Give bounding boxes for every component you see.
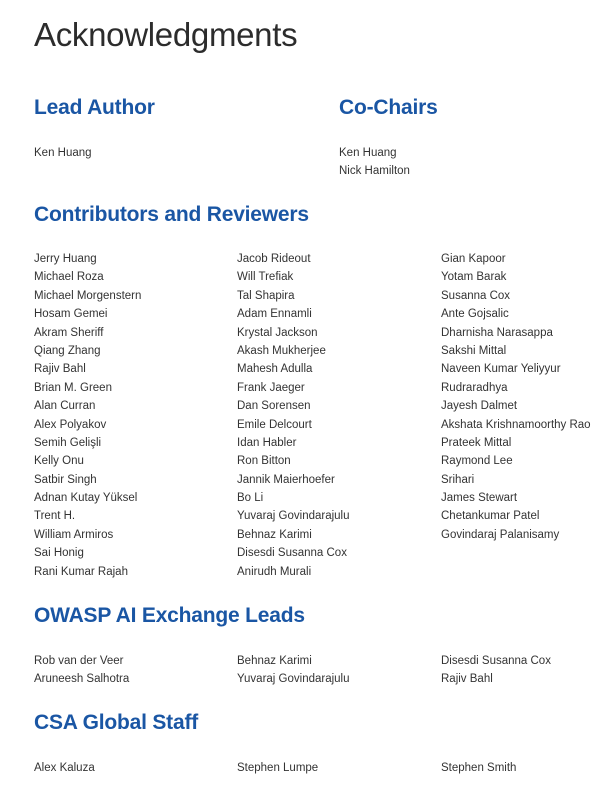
name-item: Jerry Huang xyxy=(34,253,97,265)
name-item: Tal Shapira xyxy=(237,289,295,302)
name-item: Qiang Zhang xyxy=(34,344,101,357)
name-item: Krystal Jackson xyxy=(237,326,318,339)
contributors-column-1 xyxy=(34,250,141,581)
name-item: Satbir Singh xyxy=(34,473,97,486)
name-item: Naveen Kumar Yeliyyur xyxy=(441,363,561,376)
name-item: James Stewart xyxy=(441,492,518,505)
name-item: Yotam Barak xyxy=(441,271,507,284)
name-item: William Armiros xyxy=(34,528,114,541)
co-chairs-list xyxy=(339,144,410,181)
name-item: Disesdi Susanna Cox xyxy=(237,547,347,560)
name-item: Dharnisha Narasappa xyxy=(441,326,553,339)
contributors-heading: Contributors and Reviewers xyxy=(34,203,309,226)
contributors-column-2 xyxy=(237,250,350,581)
name-item: Brian M. Green xyxy=(34,381,112,394)
name-item: Jannik Maierhoefer xyxy=(237,473,335,486)
lead-author-heading: Lead Author xyxy=(34,96,155,119)
name-item: Raymond Lee xyxy=(441,455,513,468)
name-item: Bo Li xyxy=(237,492,264,505)
name-item: Rajiv Bahl xyxy=(441,673,493,686)
name-item: Hosam Gemei xyxy=(34,308,108,321)
name-item: Sai Honig xyxy=(34,547,84,560)
name-item: Rani Kumar Rajah xyxy=(34,565,128,578)
name-item: Jayesh Dalmet xyxy=(441,400,518,413)
name-item: Rob van der Veer xyxy=(34,655,124,667)
name-item: Idan Habler xyxy=(237,436,297,449)
csa-staff-heading: CSA Global Staff xyxy=(34,711,199,734)
name-item: Akshata Krishnamoorthy Rao xyxy=(441,418,591,431)
name-item: Disesdi Susanna Cox xyxy=(441,655,551,667)
name-item: Gian Kapoor xyxy=(441,253,506,265)
owasp-column-2 xyxy=(237,652,350,689)
name-item: Alex Kaluza xyxy=(34,762,95,774)
name-item: Adnan Kutay Yüksel xyxy=(34,492,138,505)
name-item: Ken Huang xyxy=(34,147,92,159)
name-item: Stephen Smith xyxy=(441,762,517,774)
name-item: Semih Gelişli xyxy=(34,436,102,449)
csa-staff-column-1 xyxy=(34,759,95,777)
name-item: Jacob Rideout xyxy=(237,253,311,265)
name-item: Rajiv Bahl xyxy=(34,363,86,376)
owasp-heading: OWASP AI Exchange Leads xyxy=(34,604,305,627)
name-item: Anirudh Murali xyxy=(237,565,312,578)
name-item: Behnaz Karimi xyxy=(237,528,312,541)
name-item: Ron Bitton xyxy=(237,455,291,468)
name-item: Yuvaraj Govindarajulu xyxy=(237,673,350,686)
name-item: Stephen Lumpe xyxy=(237,762,319,774)
name-item: Adam Ennamli xyxy=(237,308,312,321)
name-item: Will Trefiak xyxy=(237,271,294,284)
name-item: Aruneesh Salhotra xyxy=(34,673,130,686)
name-item: Michael Roza xyxy=(34,271,104,284)
name-item: Srihari xyxy=(441,473,475,486)
name-item: Emile Delcourt xyxy=(237,418,312,431)
name-item: Mahesh Adulla xyxy=(237,363,313,376)
owasp-column-3 xyxy=(441,652,551,689)
co-chairs-heading: Co-Chairs xyxy=(339,96,438,119)
name-item: Yuvaraj Govindarajulu xyxy=(237,510,350,523)
name-item: Nick Hamilton xyxy=(339,165,410,178)
contributors-column-3 xyxy=(441,250,591,544)
name-item: Govindaraj Palanisamy xyxy=(441,528,560,541)
name-item: Kelly Onu xyxy=(34,455,84,468)
page-title: Acknowledgments xyxy=(34,16,298,53)
name-item: Dan Sorensen xyxy=(237,400,311,413)
name-item: Trent H. xyxy=(34,510,76,523)
name-item: Chetankumar Patel xyxy=(441,510,540,523)
owasp-column-1 xyxy=(34,652,129,689)
name-item: Michael Morgenstern xyxy=(34,289,142,302)
lead-author-list xyxy=(34,144,92,162)
name-item: Prateek Mittal xyxy=(441,436,512,449)
name-item: Sakshi Mittal xyxy=(441,344,507,357)
name-item: Susanna Cox xyxy=(441,289,511,302)
csa-staff-column-3 xyxy=(441,759,516,777)
name-item: Alan Curran xyxy=(34,400,96,413)
name-item: Behnaz Karimi xyxy=(237,655,312,667)
name-item: Rudraradhya xyxy=(441,381,508,394)
name-item: Ante Gojsalic xyxy=(441,308,509,321)
csa-staff-column-2 xyxy=(237,759,318,777)
name-item: Ken Huang xyxy=(339,147,397,159)
name-item: Akram Sheriff xyxy=(34,326,104,339)
name-item: Alex Polyakov xyxy=(34,418,107,431)
name-item: Akash Mukherjee xyxy=(237,344,326,357)
name-item: Frank Jaeger xyxy=(237,381,305,394)
